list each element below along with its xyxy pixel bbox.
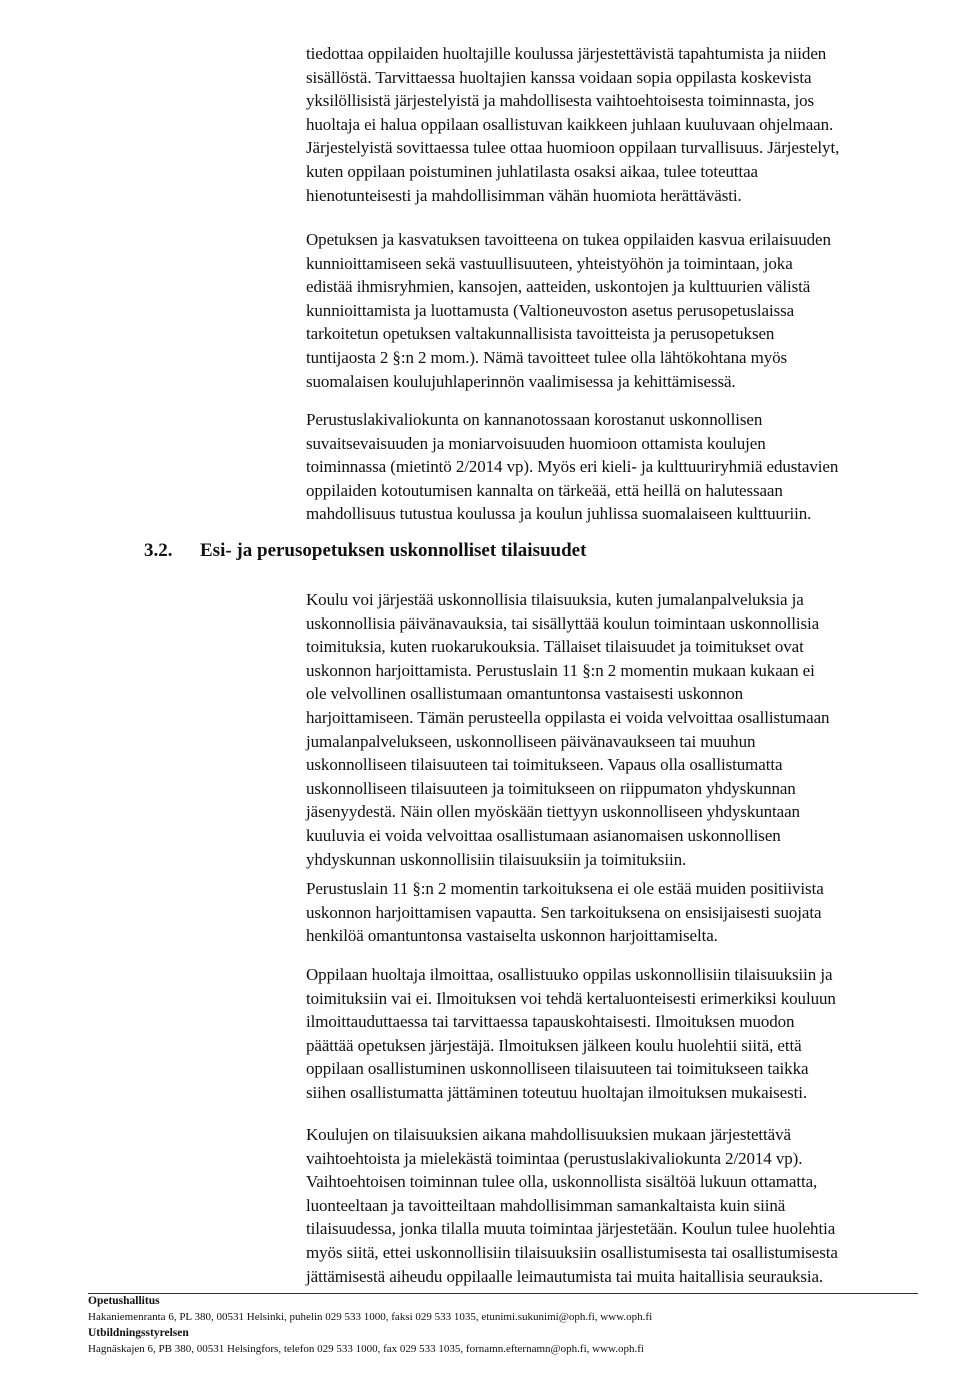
text-line: ilmoittauduttaessa tai tarvittaessa tapauskohtaisesti. Ilmoituksen muodon [306, 1012, 795, 1032]
paragraph-6 [306, 963, 918, 1105]
text-line: jäsenyydestä. Näin ollen myöskään tiettyyn uskonnolliseen yhdyskuntaan [306, 802, 800, 822]
text-line: sisällöstä. Tarvittaessa huoltajien kanssa voidaan sopia oppilasta koskevista [306, 67, 812, 87]
section-heading [144, 540, 586, 562]
text-line: kunnioittamista ja luottamusta (Valtioneuvoston asetus perusopetuslaissa [306, 300, 795, 320]
text-line: luonteeltaan ja tavoitteiltaan mahdollisimman samankaltaista kuin siinä [306, 1195, 786, 1215]
text-line: päättää opetuksen järjestäjä. Ilmoituksen jälkeen koulu huolehtii siitä, että [306, 1035, 802, 1055]
text-line: vaihtoehtoista ja mielekästä toimintaa (perustuslakivaliokunta 2/2014 vp). [306, 1148, 803, 1168]
footer-org-sv: Utbildningsstyrelsen [88, 1327, 189, 1339]
text-line: tuntijaosta 2 §:n 2 mom.). Nämä tavoitteet tulee olla lähtökohtana myös [306, 347, 788, 367]
text-line: uskonnolliseen tilaisuuteen tai toimitukseen. Vapaus olla osallistumatta [306, 755, 783, 775]
paragraph-5 [306, 877, 918, 948]
text-line: mahdollisuus tutustua koulussa ja koulun juhlissa suomalaiseen kulttuuriin. [306, 504, 812, 524]
text-line: myös siitä, ettei uskonnollisiin tilaisuuksiin osallistumisesta tai osallistumisesta [306, 1242, 838, 1262]
text-line: Perustuslain 11 §:n 2 momentin tarkoituksena ei ole estää muiden positiivista [306, 879, 824, 898]
text-line: edistää ihmisryhmien, kansojen, aatteiden, uskontojen ja kulttuurien välistä [306, 277, 811, 297]
text-line: huoltaja ei halua oppilaan osallistuvan kaikkeen juhlaan kuuluvaan ohjelmaan. [306, 114, 834, 134]
text-line: uskonnon harjoittamista. Perustuslain 11 §:n 2 momentin mukaan kukaan ei [306, 660, 815, 680]
text-line: oppilaan osallistuminen uskonnolliseen tilaisuuteen tai toimitukseen taikka [306, 1059, 809, 1079]
text-line: toiminnassa (mietintö 2/2014 vp). Myös eri kieli- ja kulttuuriryhmiä edustavien [306, 457, 839, 477]
paragraph-4 [306, 588, 918, 871]
text-line: Vaihtoehtoisen toiminnan tulee olla, uskonnollista sisältöä lukuun ottamatta, [306, 1172, 818, 1192]
text-line: hienotunteisesti ja mahdollisimman vähän huomiota herättävästi. [306, 185, 742, 205]
text-line: siihen osallistumatta jättäminen toteutuu huoltajan ilmoituksen mukaisesti. [306, 1082, 808, 1102]
page-footer [88, 1293, 928, 1357]
text-line: suomalaisen koulujuhlaperinnön vaalimisessa ja kehittämisessä. [306, 371, 736, 391]
section-title: Esi- ja perusopetuksen uskonnolliset tilaisuudet [200, 540, 587, 561]
text-line: kunnioittamiseen sekä vastuullisuuteen, yhteistyöhön ja toimintaan, joka [306, 253, 793, 273]
text-line: Järjestelyistä sovittaessa tulee ottaa huomioon oppilaan turvallisuus. Järjestelyt, [306, 138, 840, 158]
text-line: toimituksiin vai ei. Ilmoituksen voi tehdä kertaluonteisesti erimerkiksi kouluun [306, 988, 836, 1008]
text-line: uskonnolliseen tilaisuuteen ja toimitukseen on riippumaton yhdyskunnan [306, 778, 796, 798]
footer-org-fi: Opetushallitus [88, 1295, 160, 1307]
paragraph-3 [306, 408, 918, 526]
text-line: uskonnollisia päivänavauksia, tai sisällyttää koulun toimintaan uskonnollisia [306, 613, 820, 633]
text-line: henkilöä omantuntonsa vastaiselta uskonnon harjoittamiselta. [306, 926, 718, 946]
text-line: tilaisuudessa, jonka tilalla muuta toimintaa järjestetään. Koulun tulee huolehtia [306, 1219, 836, 1239]
text-line: Koulujen on tilaisuuksien aikana mahdollisuuksien mukaan järjestettävä [306, 1125, 791, 1144]
text-line: kuten oppilaan poistuminen juhlatilasta osaksi aikaa, tulee toteuttaa [306, 161, 758, 181]
footer-address-sv: Hagnäskajen 6, PB 380, 00531 Helsingfors, telefon 029 533 1000, fax 029 533 1035, fornamn.efternamn@oph.fi, www.oph.fi [88, 1343, 644, 1355]
text-line: Koulu voi järjestää uskonnollisia tilaisuuksia, kuten jumalanpalveluksia ja [306, 590, 804, 609]
text-line: suvaitsevaisuuden ja moniarvoisuuden huomioon ottamista koulujen [306, 433, 766, 453]
text-line: Perustuslakivaliokunta on kannanotossaan korostanut uskonnollisen [306, 410, 763, 429]
paragraph-7 [306, 1123, 918, 1288]
section-number: 3.2. [144, 540, 173, 561]
text-line: uskonnon harjoittamisen vapautta. Sen tarkoituksena on ensisijaisesti suojata [306, 902, 822, 922]
text-line: tarkoitetun opetuksen valtakunnallisista tavoitteista ja perusopetuksen [306, 324, 775, 344]
text-line: kuuluvia ei voida velvoittaa osallistumaan asianomaisen uskonnollisen [306, 825, 781, 845]
text-line: ole velvollinen osallistumaan omantuntonsa vastaisesti uskonnon [306, 684, 744, 704]
paragraph-2 [306, 228, 918, 393]
text-line: Opetuksen ja kasvatuksen tavoitteena on tukea oppilaiden kasvua erilaisuuden [306, 230, 831, 249]
text-line: toimituksia, kuten ruokarukouksia. Tällaiset tilaisuudet ja toimitukset ovat [306, 637, 804, 657]
text-line: yhdyskunnan uskonnollisiin tilaisuuksiin ja toimituksiin. [306, 849, 687, 869]
footer-address-fi: Hakaniemenranta 6, PL 380, 00531 Helsinki, puhelin 029 533 1000, faksi 029 533 1035, etunimi.sukunimi@oph.fi, www.oph.fi [88, 1311, 653, 1323]
paragraph-1 [306, 42, 918, 207]
text-line: harjoittamiseen. Tämän perusteella oppilasta ei voida velvoittaa osallistumaan [306, 707, 830, 727]
text-line: tiedottaa oppilaiden huoltajille koulussa järjestettävistä tapahtumista ja niiden [306, 44, 827, 63]
text-line: yksilöllisistä järjestelyistä ja mahdollisesta vaihtoehtoisesta toiminnasta, jos [306, 91, 815, 111]
text-line: Oppilaan huoltaja ilmoittaa, osallistuuko oppilas uskonnollisiin tilaisuuksiin ja [306, 965, 833, 984]
text-line: jumalanpalvelukseen, uskonnolliseen päivänavaukseen tai muuhun [306, 731, 756, 751]
text-line: jättämisestä aiheudu oppilaalle leimautumista tai muita haitallisia seurauksia. [306, 1266, 824, 1286]
text-line: oppilaiden kotoutumisen kannalta on tärkeää, että heillä on halutessaan [306, 480, 783, 500]
